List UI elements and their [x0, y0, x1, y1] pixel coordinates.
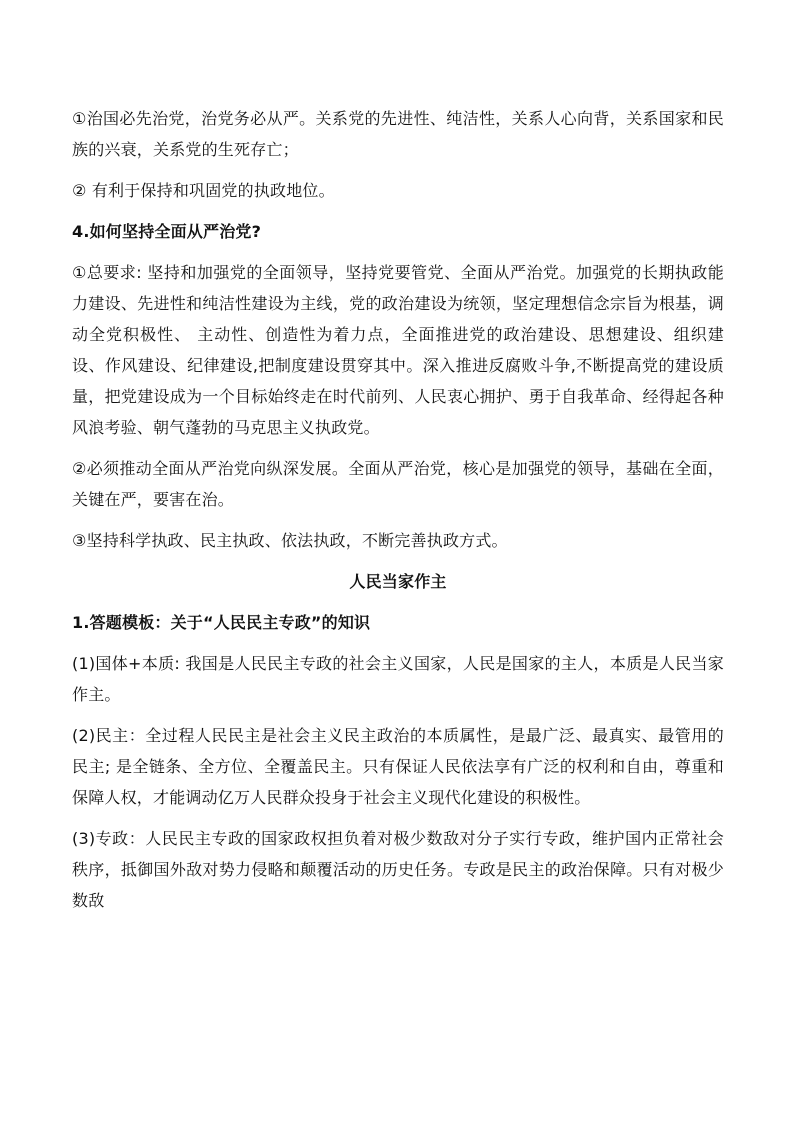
- paragraph-party-governance-significance: ①治国必先治党，治党务必从严。关系党的先进性、纯洁性，关系人心向背，关系国家和民族的兴衰，关系党的生死存亡；: [72, 109, 724, 159]
- paragraph-dictatorship: (3)专政：人民民主专政的国家政权担负着对极少数敌对分子实行专政，维护国内正常社会秩序，抵御国外敌对势力侵略和颠覆活动的历史任务。专政是民主的政治保障。只有对极少数敌: [72, 829, 724, 910]
- paragraph-deepen-strict-governance: ②必须推动全面从严治党向纵深发展。全面从严治党，核心是加强党的领导，基础在全面，关键在严，要害在治。: [72, 459, 724, 509]
- paragraph-state-system: (1)国体+本质: 我国是人民民主专政的社会主义国家，人民是国家的主人，本质是人民当家作主。: [72, 654, 724, 704]
- section-title-people-as-masters: 人民当家作主: [349, 572, 447, 591]
- paragraph-consolidate-ruling-position: ② 有利于保持和巩固党的执政地位。: [72, 181, 335, 200]
- paragraph-general-requirements: ①总要求: 坚持和加强党的全面领导，坚持党要管党、全面从严治党。加强党的长期执政能力建设、先进性和纯洁性建设为主线，党的政治建设为统领，坚定理想信念宗旨为根基，调动全党积极性、 主动性、创造性为着力点，全面推进党的政治建设、思想建设、组织建设、作风建设、纪律建设,把制度建设贯穿其中。深入推进反腐败斗争,不断提高党的建设质量，把党建设成为一个目标始终走在时代前列、人民衷心拥护、勇于自我革命、经得起各种风浪考验、朝气蓬勃的马克思主义执政党。: [72, 263, 724, 437]
- paragraph-scientific-governance: ③坚持科学执政、民主执政、依法执政，不断完善执政方式。: [72, 531, 508, 550]
- document-page: [72, 103, 724, 926]
- heading-strict-party-governance: 4.如何坚持全面从严治党?: [72, 222, 262, 241]
- paragraph-democracy: (2)民主：全过程人民民主是社会主义民主政治的本质属性，是最广泛、最真实、最管用的民主; 是全链条、全方位、全覆盖民主。只有保证人民依法享有广泛的权利和自由，尊重和保障人权，才能调动亿万人民群众投身于社会主义现代化建设的积极性。: [72, 726, 724, 807]
- heading-answer-template: 1.答题模板：关于“人民民主专政”的知识: [72, 613, 371, 632]
